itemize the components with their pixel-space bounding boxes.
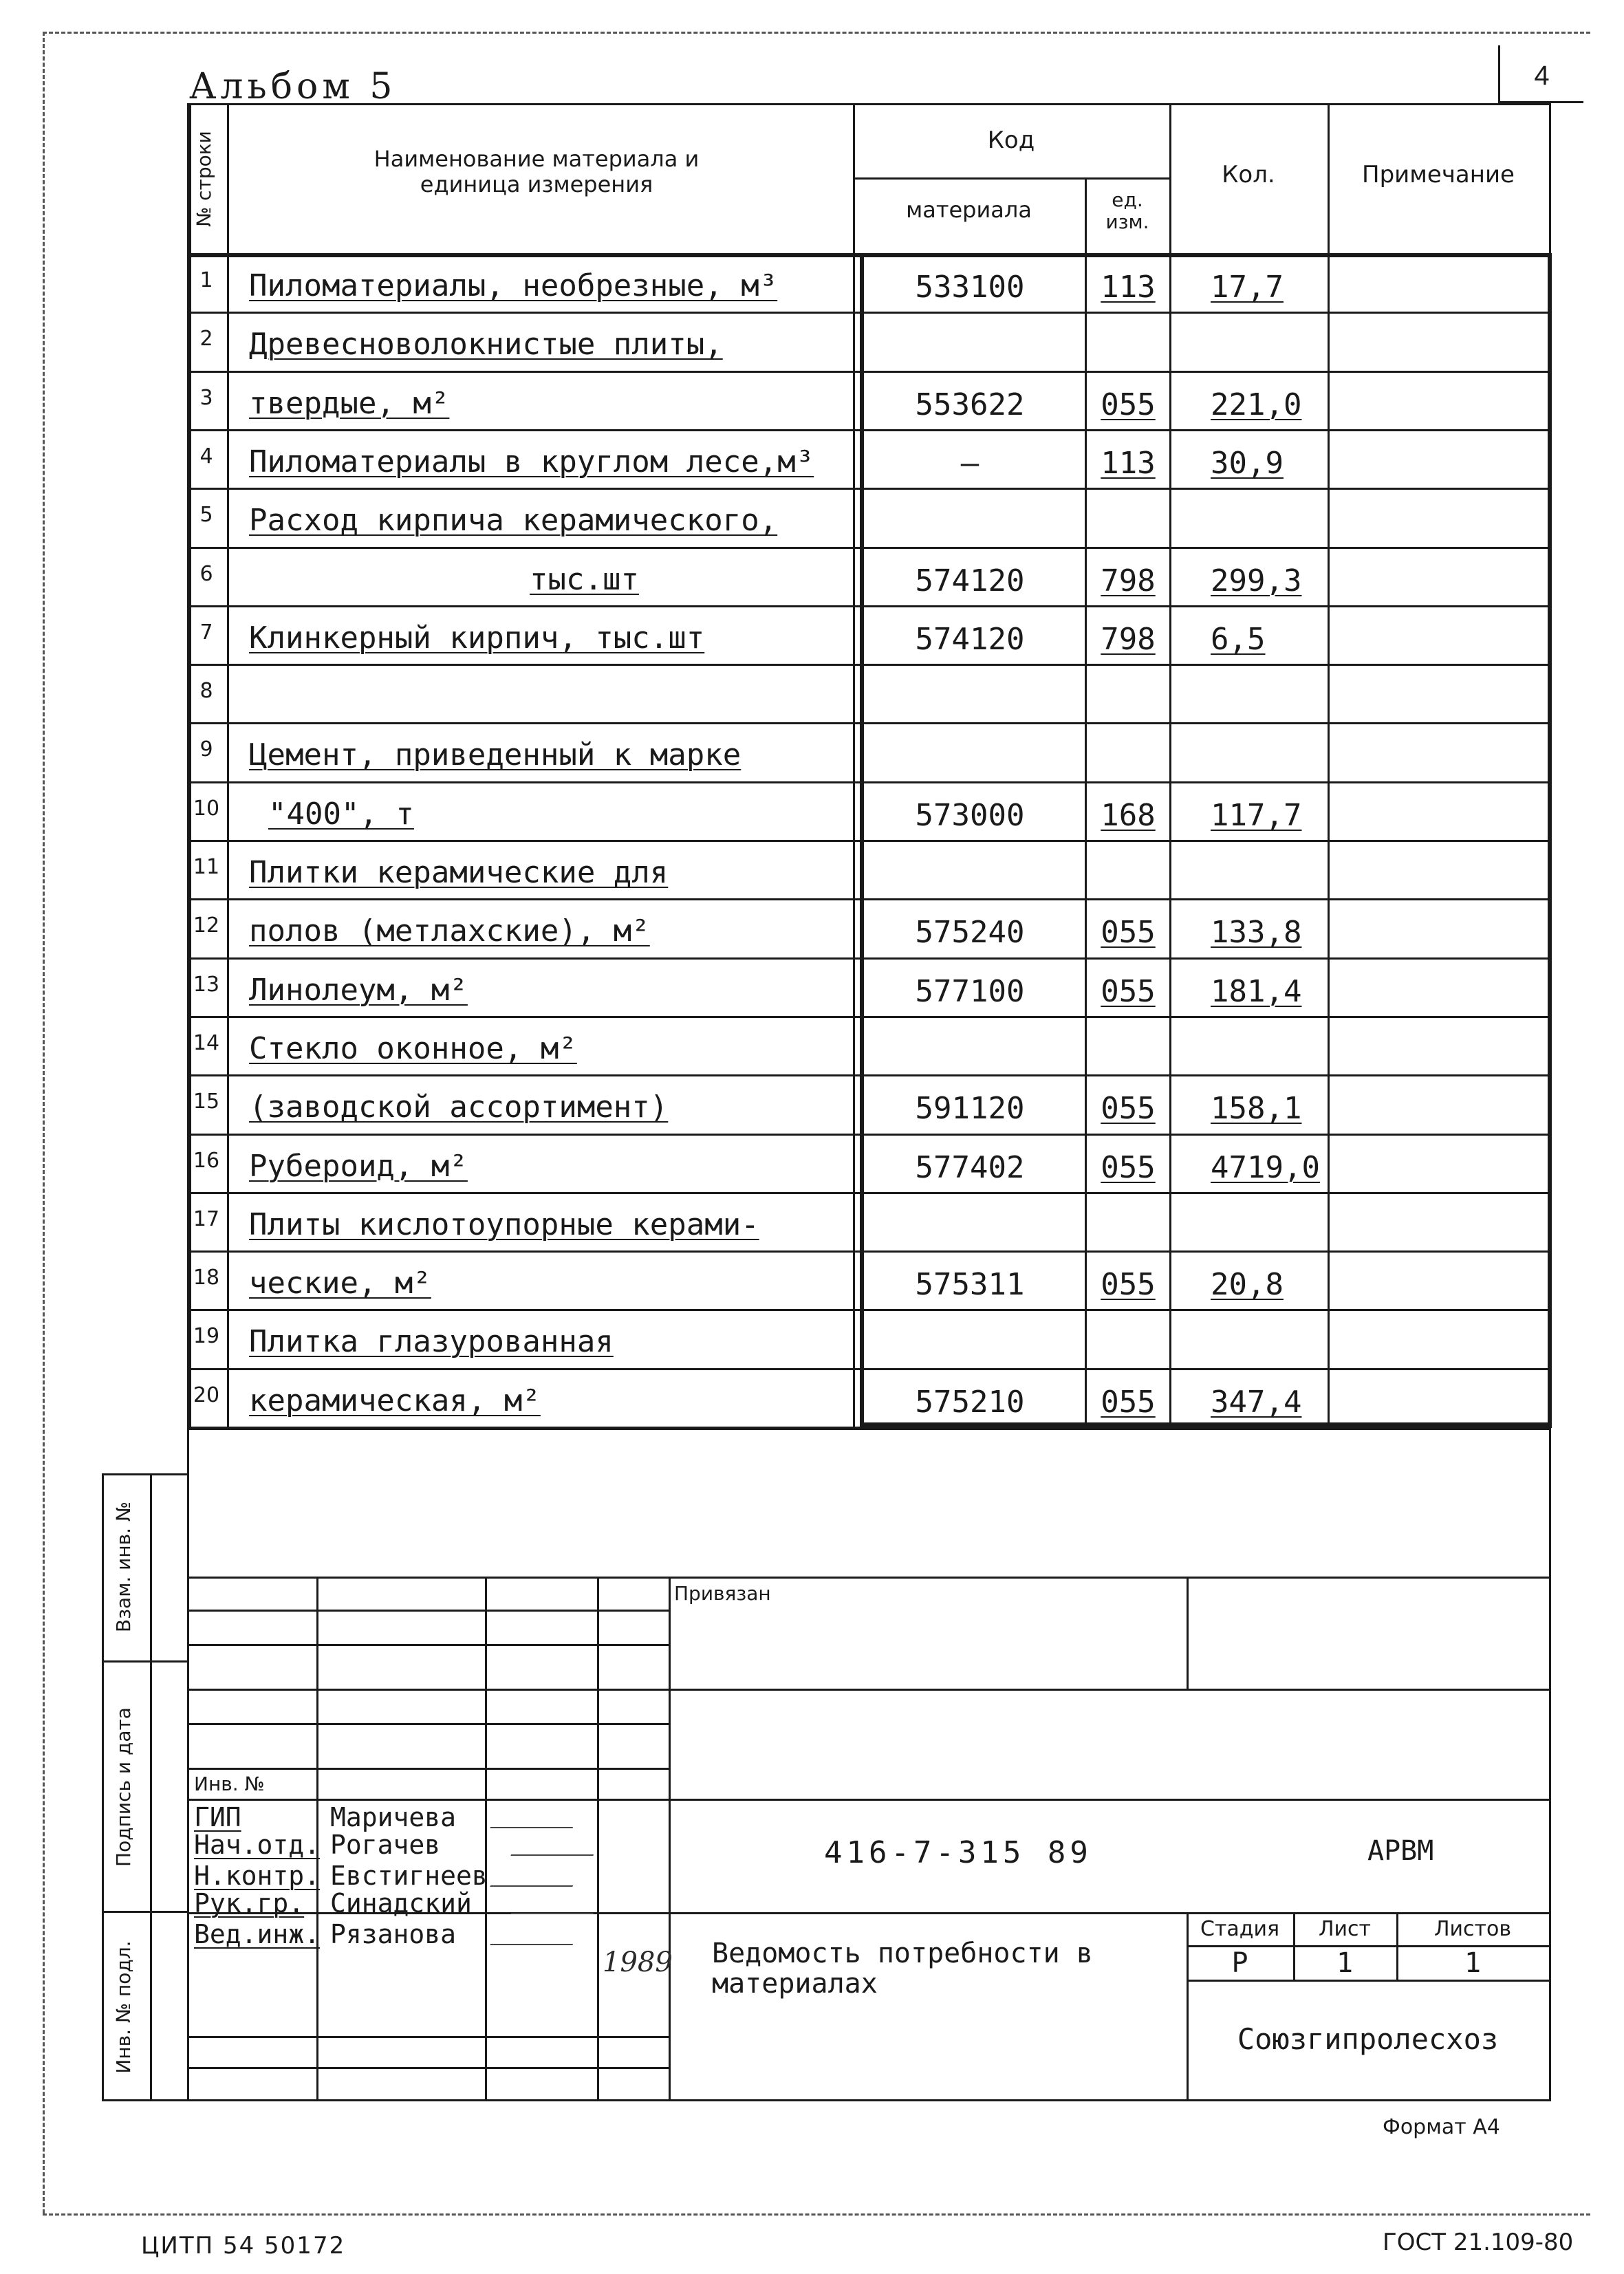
row-material-code: 575311: [915, 1267, 1025, 1303]
doc-mark: АРВМ: [1367, 1835, 1434, 1867]
tb-line-7: [187, 1799, 1551, 1801]
tb-line-2: [187, 1610, 669, 1612]
row-number: 15: [193, 1090, 220, 1114]
row-number: 8: [199, 679, 213, 704]
side-label-inv-podl: Инв. № подл.: [112, 1940, 135, 2074]
row-line: [187, 605, 1551, 607]
row-unit-code: 798: [1101, 563, 1156, 598]
row-material-name: Цемент, приведенный к марке: [249, 737, 741, 773]
row-material-code: 573000: [915, 797, 1025, 833]
row-number: 16: [193, 1148, 220, 1173]
row-unit-code: 113: [1101, 445, 1156, 481]
side-label-vzam: Взам. инв. №: [112, 1501, 135, 1633]
footer-right: ГОСТ 21.109-80: [1383, 2229, 1574, 2256]
lower-area-top: [187, 1428, 1551, 1430]
row-material-code: 575240: [915, 915, 1025, 951]
row-number: 18: [193, 1266, 220, 1290]
row-material-name: тыс.шт: [530, 561, 639, 597]
col-line-name: [853, 103, 855, 1428]
row-unit-code: 113: [1101, 270, 1156, 305]
inv-no-label: Инв. №: [194, 1773, 265, 1795]
row-line: [187, 1250, 1551, 1253]
row-material-code: 574120: [915, 621, 1025, 657]
row-line: [187, 312, 1551, 314]
row-quantity: 133,8: [1211, 915, 1302, 951]
row-material-name: Плитка глазурованная: [249, 1324, 614, 1360]
row-material-name: Плитки керамические для: [249, 855, 669, 890]
row-quantity: 20,8: [1211, 1267, 1284, 1303]
row-unit-code: 055: [1101, 1091, 1156, 1127]
row-material-code: 577100: [915, 973, 1025, 1009]
side-strip-bottom: [102, 2099, 187, 2101]
row-line: [187, 1309, 1551, 1311]
row-line: [187, 1074, 1551, 1076]
header-bottom-line: [187, 253, 1551, 257]
row-line: [187, 371, 1551, 373]
page-number: 4: [1534, 61, 1550, 91]
sheet-value: 1: [1336, 1947, 1354, 1979]
row-unit-code: 798: [1101, 621, 1156, 657]
tb-line-3: [187, 1644, 669, 1646]
row-quantity: 181,4: [1211, 973, 1302, 1009]
sheets-label: Листов: [1433, 1916, 1512, 1941]
col-line-rowno: [227, 103, 229, 1428]
tb-line-stage2: [1187, 1980, 1551, 1982]
signature-scribble: [510, 1827, 603, 1856]
footer-line: [43, 2213, 1590, 2216]
header-unit: ед. изм.: [1105, 188, 1149, 233]
row-material-code: 574120: [915, 563, 1025, 598]
signatory-name: Синадский: [330, 1888, 472, 1918]
signatory-name: Рогачев: [330, 1830, 441, 1860]
side-strip-top: [102, 1473, 187, 1475]
row-number: 1: [199, 268, 213, 292]
row-material-name: Древесноволокнистые плиты,: [249, 327, 723, 362]
stage-value: Р: [1231, 1947, 1248, 1979]
row-material-name: Стекло оконное, м²: [249, 1030, 577, 1066]
row-line: [187, 1134, 1551, 1136]
col-line-qty: [1328, 103, 1330, 1428]
row-quantity: 17,7: [1211, 270, 1284, 305]
side-strip-div2: [102, 1911, 187, 1913]
row-unit-code: 168: [1101, 797, 1156, 833]
row-material-name: Плиты кислотоупорные керами-: [249, 1206, 759, 1242]
row-line: [187, 1368, 1551, 1370]
row-line: [187, 781, 1551, 783]
header-material: материала: [906, 196, 1032, 223]
tb-line-4: [187, 1689, 1551, 1691]
row-number: 14: [193, 1030, 220, 1055]
row-line: [187, 1192, 1551, 1194]
header-code: Код: [987, 127, 1035, 155]
row-material-code: 553622: [915, 387, 1025, 422]
signatory-role: Н.контр.: [194, 1861, 321, 1891]
row-material-name: Пиломатериалы, необрезные, м³: [249, 268, 778, 303]
row-unit-code: 055: [1101, 1267, 1156, 1303]
row-material-code: 533100: [915, 270, 1025, 305]
row-number: 2: [199, 327, 213, 351]
row-quantity: 117,7: [1211, 797, 1302, 833]
row-number: 20: [193, 1383, 220, 1407]
row-material-code: 575210: [915, 1384, 1025, 1420]
tb-col-2: [485, 1577, 487, 2099]
row-material-name: "400", т: [268, 796, 414, 832]
tb-right: [1549, 1428, 1551, 2099]
row-material-name: Расход кирпича керамического,: [249, 503, 778, 539]
signatory-role: Рук.гр.: [194, 1888, 305, 1918]
row-line: [187, 957, 1551, 960]
row-line: [187, 547, 1551, 549]
header-name: Наименование материала и единица измерения: [373, 146, 700, 197]
row-number: 12: [193, 913, 220, 938]
row-line: [187, 1016, 1551, 1018]
row-material-code: –: [960, 445, 979, 481]
row-number: 3: [199, 385, 213, 410]
signature-scribble: [490, 1858, 583, 1887]
row-number: 17: [193, 1206, 220, 1231]
signatory-role: ГИП: [194, 1802, 241, 1832]
sheet-label: Лист: [1318, 1916, 1372, 1941]
row-material-code: 591120: [915, 1091, 1025, 1127]
tb-col-4: [669, 1577, 671, 2099]
footer-left: ЦИТП 54 50172: [141, 2232, 346, 2260]
tb-col-privyazan: [1187, 1577, 1189, 1689]
page-number-box: [1498, 45, 1583, 103]
row-number: 13: [193, 972, 220, 997]
tb-line-10: [187, 2067, 669, 2069]
album-label: Альбом 5: [189, 66, 397, 107]
side-strip-div1: [102, 1660, 187, 1663]
date-signature: 1989: [603, 1947, 673, 1978]
row-line: [187, 429, 1551, 431]
tb-line-5: [187, 1723, 669, 1725]
signature-scribble: [490, 1799, 583, 1828]
row-number: 5: [199, 503, 213, 528]
table-top-border: [187, 103, 1551, 105]
tb-line-9: [187, 2036, 669, 2038]
row-number: 9: [199, 737, 213, 762]
side-strip-right: [150, 1473, 152, 2099]
header-note: Примечание: [1362, 161, 1515, 189]
sheets-value: 1: [1464, 1947, 1482, 1979]
row-line: [187, 840, 1551, 842]
row-material-code: 577402: [915, 1149, 1025, 1185]
signatory-role: Нач.отд.: [194, 1830, 321, 1860]
row-line: [187, 488, 1551, 490]
row-quantity: 221,0: [1211, 387, 1302, 422]
row-number: 4: [199, 444, 213, 468]
privyazan-label: Привязан: [674, 1582, 771, 1605]
row-line: [187, 722, 1551, 724]
row-unit-code: 055: [1101, 973, 1156, 1009]
row-number: 7: [199, 620, 213, 645]
row-quantity: 6,5: [1211, 621, 1266, 657]
row-material-name: ческие, м²: [249, 1266, 431, 1301]
side-label-podpis: Подпись и дата: [112, 1707, 135, 1867]
row-quantity: 30,9: [1211, 445, 1284, 481]
doc-code: 416-7-315 89: [824, 1835, 1092, 1870]
signature-scribble: [510, 1885, 603, 1914]
row-material-name: Рубероид, м²: [249, 1148, 468, 1184]
row-number: 19: [193, 1324, 220, 1349]
row-quantity: 158,1: [1211, 1091, 1302, 1127]
tb-bottom: [187, 2099, 1551, 2101]
format-label: Формат А4: [1383, 2115, 1500, 2139]
signatory-name: Евстигнеев: [330, 1861, 488, 1891]
row-material-name: полов (метлахские), м²: [249, 913, 650, 949]
row-material-name: Линолеум, м²: [249, 972, 468, 1008]
header-sub-line: [853, 177, 1169, 180]
row-quantity: 4719,0: [1211, 1149, 1320, 1185]
row-unit-code: 055: [1101, 387, 1156, 422]
row-material-name: керамическая, м²: [249, 1383, 541, 1418]
tb-left: [187, 1428, 189, 2099]
signatory-name: Маричева: [330, 1802, 457, 1832]
row-material-name: (заводской ассортимент): [249, 1090, 669, 1125]
signatory-role: Вед.инж.: [194, 1919, 321, 1949]
signature-scribble: [490, 1916, 583, 1945]
row-unit-code: 055: [1101, 915, 1156, 951]
row-line: [187, 664, 1551, 666]
row-unit-code: 055: [1101, 1149, 1156, 1185]
row-quantity: 347,4: [1211, 1384, 1302, 1420]
organization: Союзгипролесхоз: [1237, 2022, 1499, 2056]
stage-label: Стадия: [1200, 1916, 1280, 1941]
tb-line-6: [187, 1768, 669, 1770]
row-quantity: 299,3: [1211, 563, 1302, 598]
row-material-name: твердые, м²: [249, 385, 450, 421]
signatory-name: Рязанова: [330, 1919, 457, 1949]
header-qty: Кол.: [1222, 161, 1275, 189]
doc-title: Ведомость потребности в материалах: [712, 1938, 1093, 2000]
side-strip-left: [102, 1473, 104, 2099]
row-number: 11: [193, 855, 220, 879]
tb-line-1: [187, 1577, 1551, 1579]
row-unit-code: 055: [1101, 1384, 1156, 1420]
row-number: 10: [193, 796, 220, 821]
row-material-name: Пиломатериалы в круглом лесе,м³: [249, 444, 814, 479]
row-number: 6: [199, 561, 213, 586]
row-line: [187, 898, 1551, 900]
header-row-no: № строки: [193, 131, 215, 227]
row-material-name: Клинкерный кирпич, тыс.шт: [249, 620, 705, 656]
